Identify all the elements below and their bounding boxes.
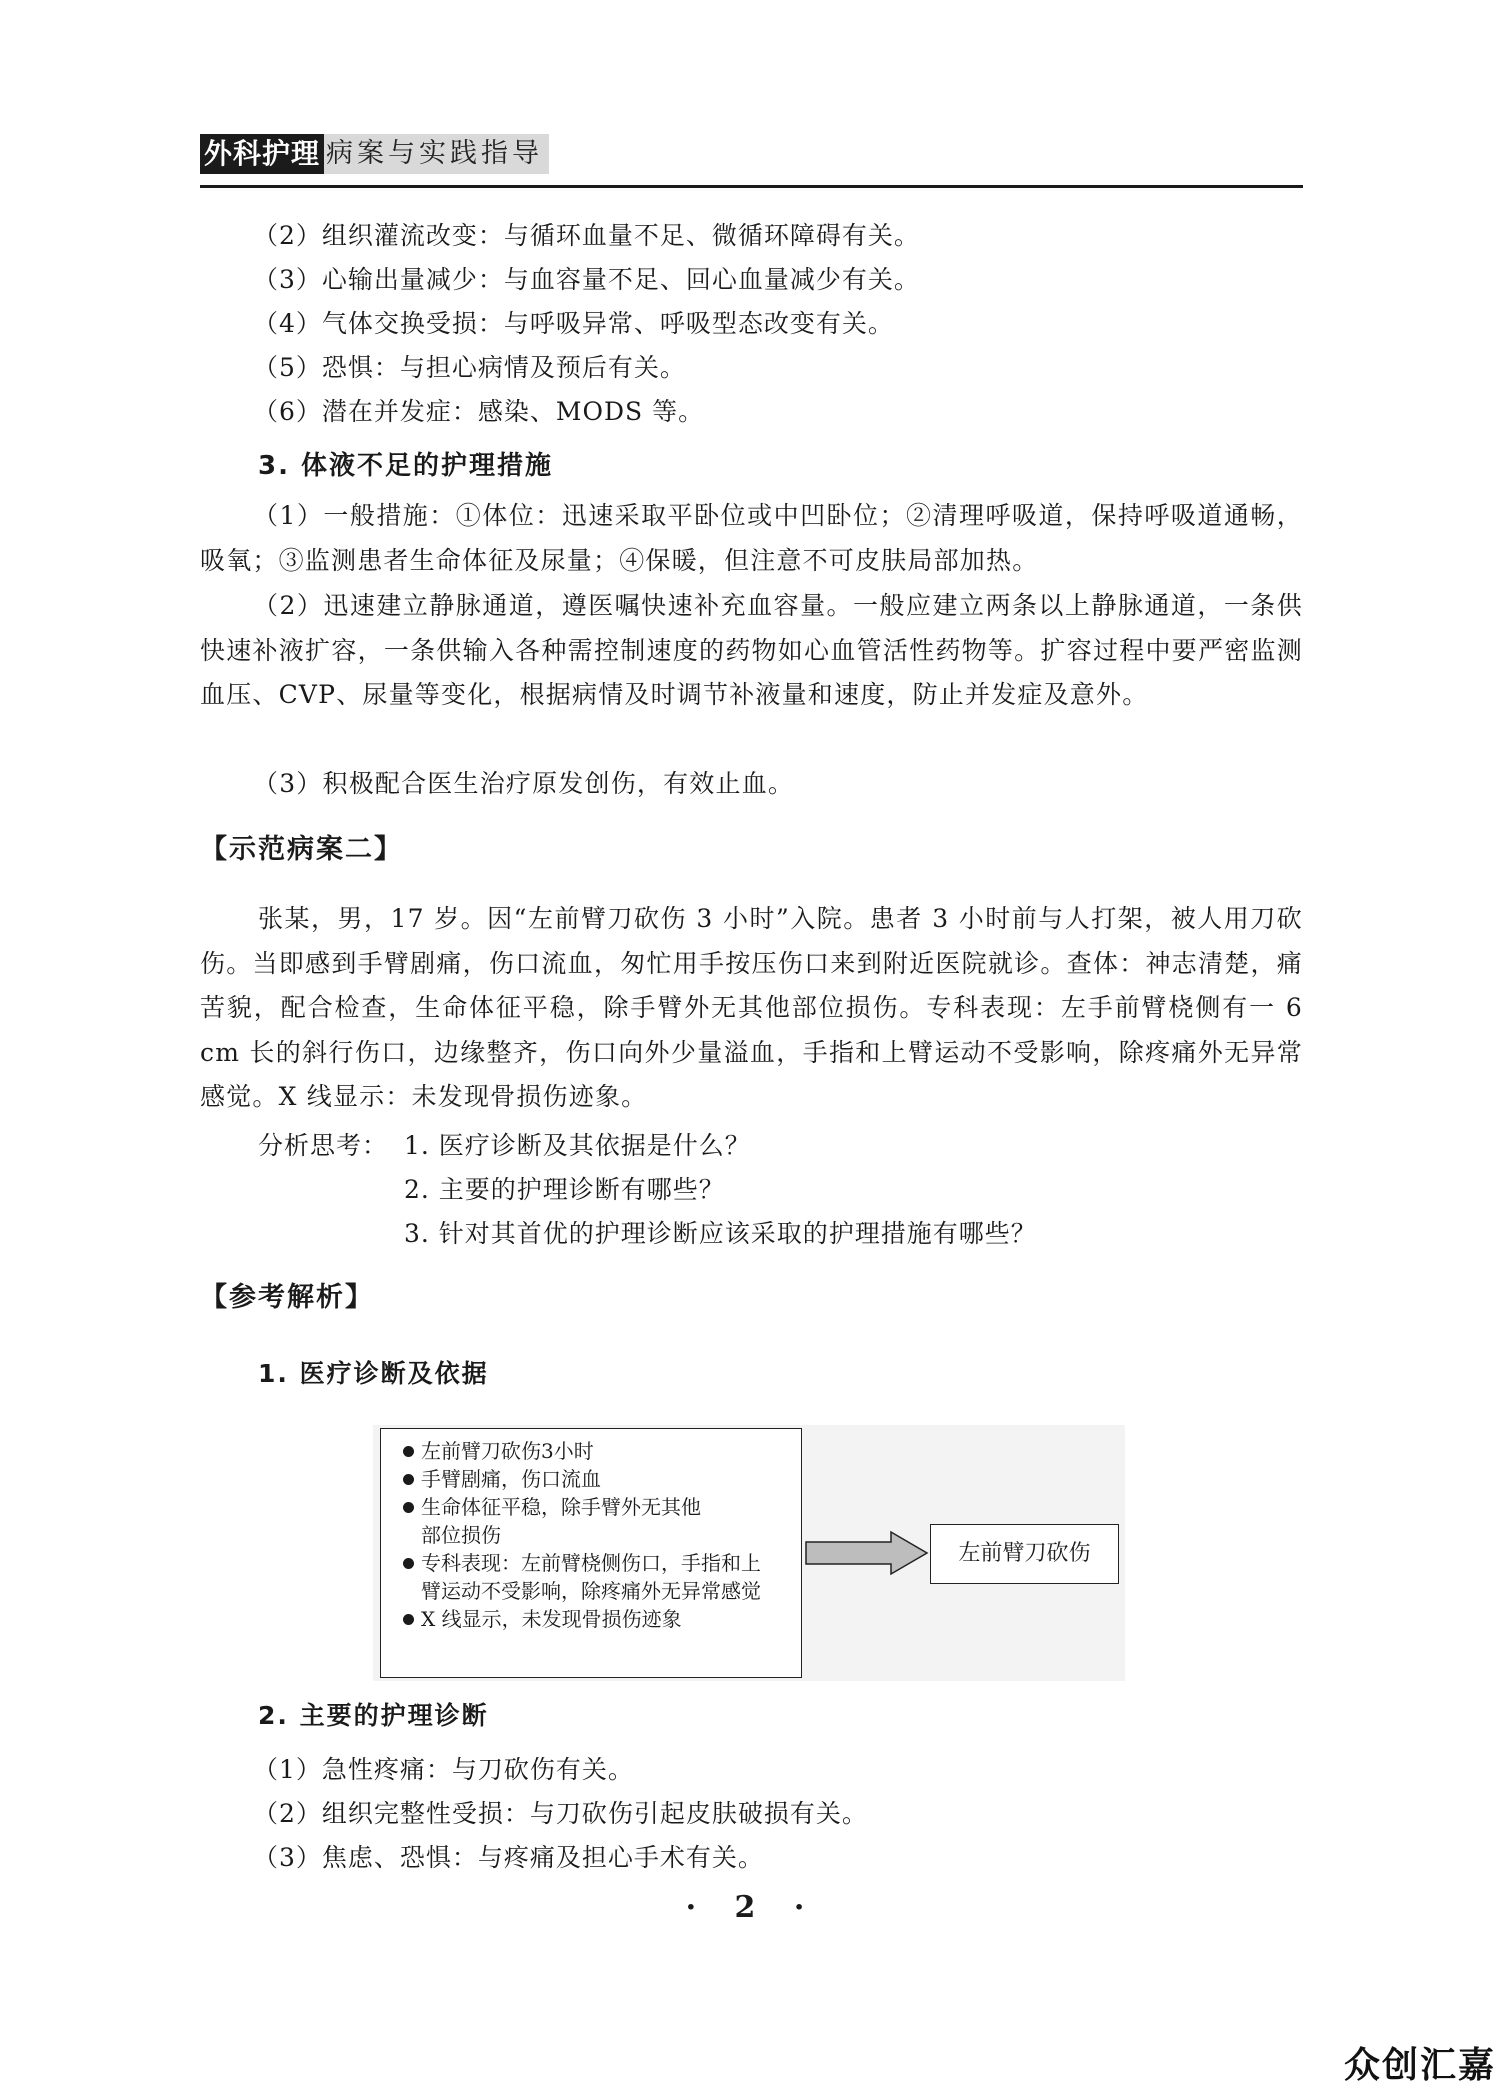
nursing-diagnosis-item: （1）急性疼痛：与刀砍伤有关。 [253, 1755, 634, 1784]
diagnosis-item: （6）潜在并发症：感染、MODS 等。 [253, 397, 705, 426]
evidence-item: 生命体征平稳，除手臂外无其他部位损伤 [403, 1493, 711, 1549]
header-book-title: 外科护理 [200, 134, 324, 174]
measures-paragraph-3: （3）积极配合医生治疗原发创伤，有效止血。 [253, 769, 795, 798]
header-rule [200, 185, 1303, 188]
diagnosis-item: （2）组织灌流改变：与循环血量不足、微循环障碍有关。 [253, 221, 920, 250]
measures-heading: 3. 体液不足的护理措施 [258, 451, 554, 481]
diagnosis-item: （3）心输出量减少：与血容量不足、回心血量减少有关。 [253, 265, 920, 294]
watermark: 众创汇嘉 [1343, 2045, 1496, 2086]
diagnosis-box: 左前臂刀砍伤 [930, 1524, 1119, 1584]
running-header [200, 134, 549, 174]
evidence-item: 专科表现：左前臂桡侧伤口，手指和上臂运动不受影响，除疼痛外无异常感觉 [403, 1549, 771, 1605]
analysis-title: 【参考解析】 [200, 1282, 374, 1313]
question-item: 3. 针对其首优的护理诊断应该采取的护理措施有哪些？ [404, 1219, 1037, 1248]
evidence-item: 左前臂刀砍伤3小时 [403, 1437, 791, 1465]
evidence-box [380, 1428, 802, 1678]
case-title: 【示范病案二】 [200, 834, 403, 865]
measures-paragraph-2: （2）迅速建立静脉通道，遵医嘱快速补充血容量。一般应建立两条以上静脉通道，一条供快速补液扩容，一条供输入各种需控制速度的药物如心血管活性药物等。扩容过程中要严密监测血压、CVP、尿量等变化，根据病情及时调节补液量和速度，防止并发症及意外。 [200, 591, 1303, 709]
question-item: 1. 医疗诊断及其依据是什么？ [404, 1131, 751, 1160]
nursing-diagnosis-item: （3）焦虑、恐惧：与疼痛及担心手术有关。 [253, 1843, 764, 1872]
evidence-item: X 线显示，未发现骨损伤迹象 [403, 1605, 791, 1633]
nursing-diagnosis-item: （2）组织完整性受损：与刀砍伤引起皮肤破损有关。 [253, 1799, 868, 1828]
analysis-heading-1: 1. 医疗诊断及依据 [258, 1359, 489, 1388]
header-book-subtitle: 病案与实践指导 [324, 134, 549, 174]
page-number: · 2 · [685, 1890, 819, 1925]
diagnosis-item: （5）恐惧：与担心病情及预后有关。 [253, 353, 686, 382]
diagnosis-item: （4）气体交换受损：与呼吸异常、呼吸型态改变有关。 [253, 309, 894, 338]
analysis-heading-2: 2. 主要的护理诊断 [258, 1701, 489, 1730]
case-description: 张某，男，17 岁。因“左前臂刀砍伤 3 小时”入院。患者 3 小时前与人打架，被人用刀砍伤。当即感到手臂剧痛，伤口流血，匆忙用手按压伤口来到附近医院就诊。查体：神志清楚，痛苦貌，配合检查，生命体征平稳，除手臂外无其他部位损伤。专科表现：左手前臂桡侧有一 6 cm 长的斜行伤口，边缘整齐，伤口向外少量溢血，手指和上臂运动不受影响，除疼痛外无异常感觉。X 线显示：未发现骨损伤迹象。 [200, 904, 1303, 1111]
question-item: 2. 主要的护理诊断有哪些？ [404, 1175, 725, 1204]
arrow-right-icon [805, 1530, 929, 1576]
measures-paragraph-1: （1）一般措施：①体位：迅速采取平卧位或中凹卧位；②清理呼吸道，保持呼吸道通畅，吸氧；③监测患者生命体征及尿量；④保暖，但注意不可皮肤局部加热。 [200, 501, 1303, 575]
evidence-item: 手臂剧痛，伤口流血 [403, 1465, 791, 1493]
question-label: 分析思考： [258, 1131, 389, 1160]
